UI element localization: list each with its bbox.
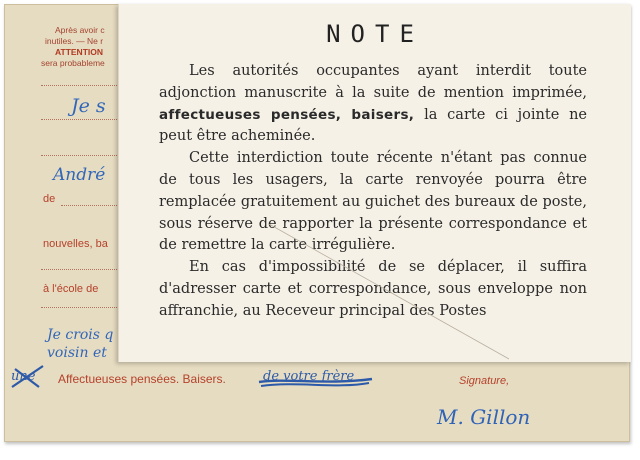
struck-handwriting-left: une [11,369,36,384]
dotted-rule [41,269,125,270]
note-paragraph [159,61,587,148]
card-header-line: sera probableme [41,58,105,68]
dotted-rule [41,85,125,86]
card-header-line: Après avoir c [55,25,105,35]
dotted-rule [61,205,125,206]
note-slip [118,4,631,362]
note-paragraph: En cas d'impossibilité de se déplacer, il suffira d'adresser carte et correspondance, sous enveloppe non affranchie, au Receveur principal des Postes [159,259,587,319]
printed-message: Affectueuses pensées. Baisers. [58,372,226,386]
note-bold-text: affectueuses pensées, baisers, [159,106,415,123]
card-header-attention: ATTENTION [55,47,104,57]
dotted-rule [41,155,125,156]
note-paragraph: Cette interdiction toute récente n'étant pas connue de tous les usagers, la carte renvoyée pourra être remplacée gratuitement au guichet des bureaux de poste, sous réserve de rapporter la présente correspondance et de remettre la carte irrégulière. [159,150,587,254]
signature-label: Signature, [459,375,510,387]
note-title: NOTE [326,20,424,48]
printed-label-nouvelles: nouvelles, ba [43,238,108,250]
signature: M. Gillon [437,405,531,429]
strike-mark-right [257,369,377,393]
strike-mark-left [9,361,47,391]
printed-label-ecole: à l'école de [43,283,99,295]
handwriting-line: Je crois q [47,327,114,343]
handwriting-line: André [53,165,106,185]
dotted-rule [41,307,125,308]
note-text: la carte ci jointe ne peut être acheminée. [159,106,588,145]
note-text: Les autorités occupantes ayant interdit toute adjonction manuscrite à la suite de mention imprimée, [159,63,587,101]
card-header-line: inutiles. — Ne r [45,36,104,46]
handwriting-line: voisin et [47,345,107,361]
dotted-rule [41,119,125,120]
struck-handwriting-right: de votre frère [263,369,355,384]
handwriting-line: Je s [71,95,106,117]
printed-label-de: de [43,193,56,205]
crease-line [269,224,519,364]
